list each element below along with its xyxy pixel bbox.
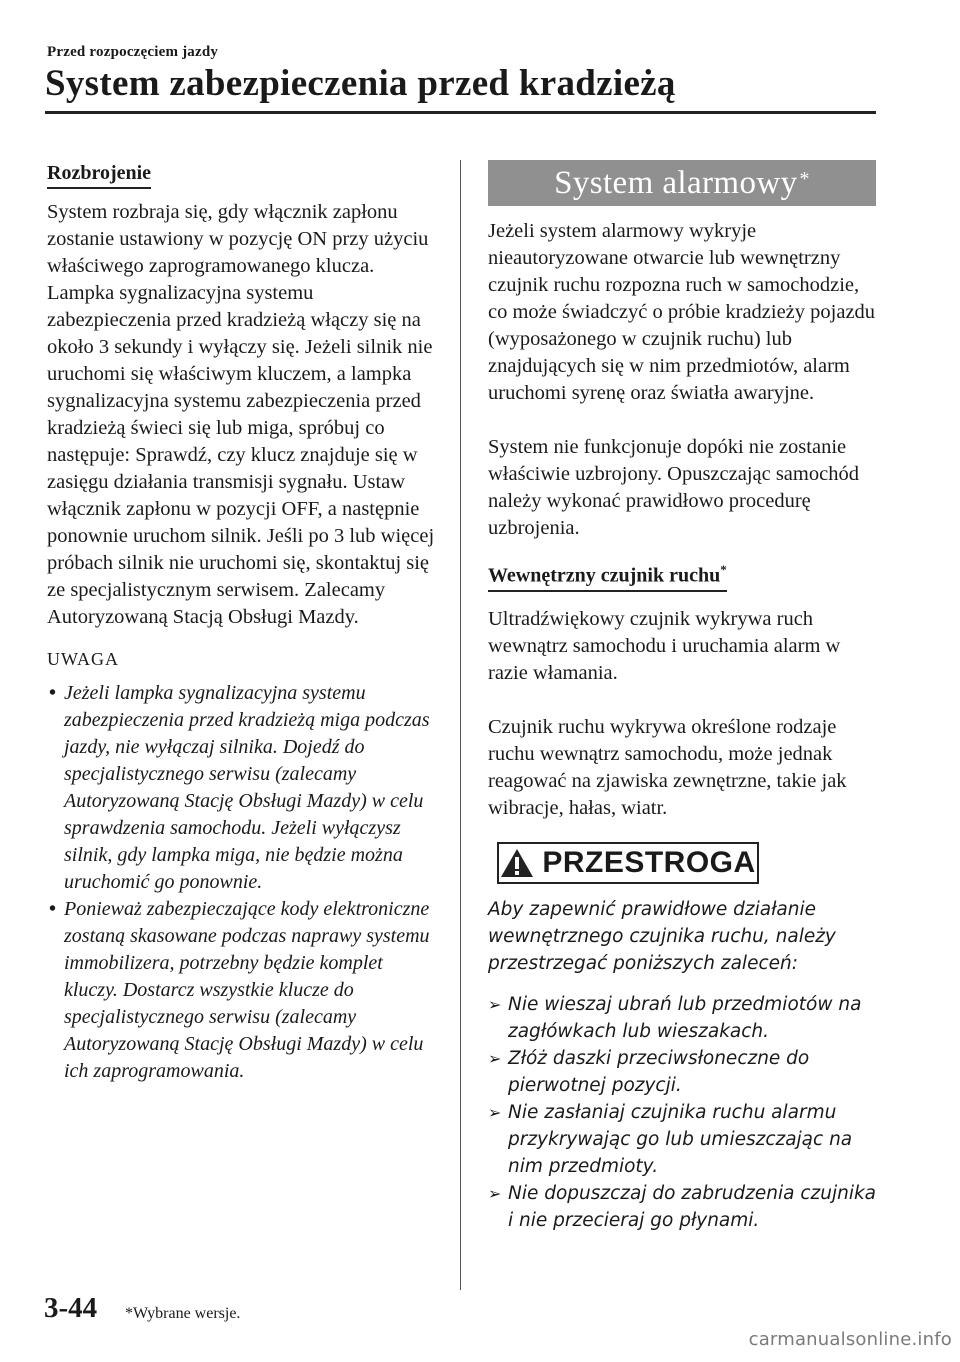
note-item	[47, 896, 439, 1085]
caution-item-text: Nie dopuszczaj do zabrudzenia czujnika i nie przecieraj go płynami.	[508, 1182, 877, 1231]
alarm-paragraph-1: Jeżeli system alarmowy wykryje nieautoryzowane otwarcie lub wewnętrzny czujnik ruchu rozpozna ruch w samochodzie, co może świadczyć o próbie kradzieży pojazdu (wyposażonego w czujnik ruchu) lub znajdujących się w nim przedmiotów, alarm uruchomi syrenę oraz światła awaryjne.	[488, 220, 876, 404]
caution-item-text: Nie wieszaj ubrań lub przedmiotów na zagłówkach lub wieszakach.	[508, 993, 862, 1042]
note-item	[47, 680, 439, 896]
note-text: Jeżeli lampka sygnalizacyjna systemu zabezpieczenia przed kradzieżą miga podczas jazdy, nie wyłączaj silnika. Dojedź do specjalistycznego serwisu (zalecamy Autoryzowaną Stację Obsługi Mazdy) w celu sprawdzenia samochodu. Jeżeli wyłączysz silnik, gdy lampka miga, nie będzie można uruchomić go ponownie.	[64, 682, 430, 893]
motion-sensor-heading-text: Wewnętrzny czujnik ruchu	[488, 564, 721, 587]
asterisk-mark: *	[799, 167, 810, 190]
motion-sensor-paragraph-1: Ultradźwiękowy czujnik wykrywa ruch wewnątrz samochodu i uruchamia alarm w razie włamania.	[488, 607, 841, 684]
column-divider	[460, 160, 461, 1290]
footnote: *Wybrane wersje.	[125, 1305, 241, 1322]
caution-item	[488, 1099, 878, 1180]
caution-item-text: Złóż daszki przeciwsłoneczne do pierwotnej pozycji.	[508, 1047, 810, 1096]
watermark: carmanualsonline.info	[748, 1329, 952, 1350]
page-number: 3-44	[44, 1292, 98, 1324]
page-title: System zabezpieczenia przed kradzieżą	[45, 63, 676, 104]
note-text: Ponieważ zabezpieczające kody elektroniczne zostaną skasowane podczas naprawy systemu immobilizera, potrzebny będzie komplet kluczy. Dostarcz wszystkie klucze do specjalistycznego serwisu (zalecamy Autoryzowaną Stację Obsługi Mazdy) w celu ich zaprogramowania.	[64, 898, 430, 1082]
caution-item	[488, 1180, 878, 1234]
caution-list	[488, 991, 878, 1234]
section-banner-alarm	[488, 160, 876, 206]
bullet-icon: •	[49, 682, 57, 704]
caution-intro: Aby zapewnić prawidłowe działanie wewnętrznego czujnika ruchu, należy przestrzegać poniższych zaleceń:	[488, 898, 836, 974]
arrow-bullet-icon: ➢	[488, 1183, 502, 1203]
caution-item	[488, 991, 878, 1045]
section-heading-disarming: Rozbrojenie	[47, 162, 151, 189]
motion-sensor-paragraph-2: Czujnik ruchu wykrywa określone rodzaje ruchu wewnątrz samochodu, może jednak reagować na zjawiska zewnętrzne, takie jak wibracje, hałas, wiatr.	[488, 715, 847, 819]
caution-item	[488, 1045, 878, 1099]
right-column	[488, 160, 878, 1234]
caution-label: PRZESTROGA	[542, 845, 756, 879]
caution-box	[497, 842, 759, 884]
section-banner-title: System alarmowy	[554, 164, 798, 201]
disarming-paragraph: System rozbraja się, gdy włącznik zapłonu zostanie ustawiony w pozycję ON przy użyciu właściwego zaprogramowanego klucza. Lampka sygnalizacyjna systemu zabezpieczenia przed kradzieżą włączy się na około 3 sekundy i wyłączy się. Jeżeli silnik nie uruchomi się właściwym kluczem, a lampka sygnalizacyjna systemu zabezpieczenia przed kradzieżą świeci się lub miga, spróbuj co następuje: Sprawdź, czy klucz znajduje się w zasięgu działania transmisji sygnału. Ustaw włącznik zapłonu w pozycji OFF, a następnie ponownie uruchom silnik. Jeśli po 3 lub więcej próbach silnik nie uruchomi się, skontaktuj się ze specjalistycznym serwisem. Zalecamy Autoryzowaną Stacją Obsługi Mazdy.	[47, 201, 435, 628]
section-heading-motion-sensor	[488, 562, 727, 592]
alarm-paragraph-2: System nie funkcjonuje dopóki nie zostanie właściwie uzbrojony. Opuszczając samochód należy wykonać prawidłowo procedurę uzbrojenia.	[488, 436, 859, 539]
arrow-bullet-icon: ➢	[488, 1048, 502, 1068]
arrow-bullet-icon: ➢	[488, 994, 502, 1014]
arrow-bullet-icon: ➢	[488, 1102, 502, 1122]
asterisk-mark: *	[720, 562, 727, 577]
bullet-icon: •	[49, 898, 57, 920]
warning-triangle-icon	[500, 848, 534, 878]
note-list	[47, 680, 439, 1085]
title-rule	[45, 111, 876, 114]
note-heading: UWAGA	[47, 649, 119, 669]
caution-item-text: Nie zasłaniaj czujnika ruchu alarmu przykrywając go lub umieszczając na nim przedmioty.	[508, 1101, 853, 1177]
breadcrumb: Przed rozpoczęciem jazdy	[47, 44, 219, 60]
left-column	[47, 160, 439, 1085]
